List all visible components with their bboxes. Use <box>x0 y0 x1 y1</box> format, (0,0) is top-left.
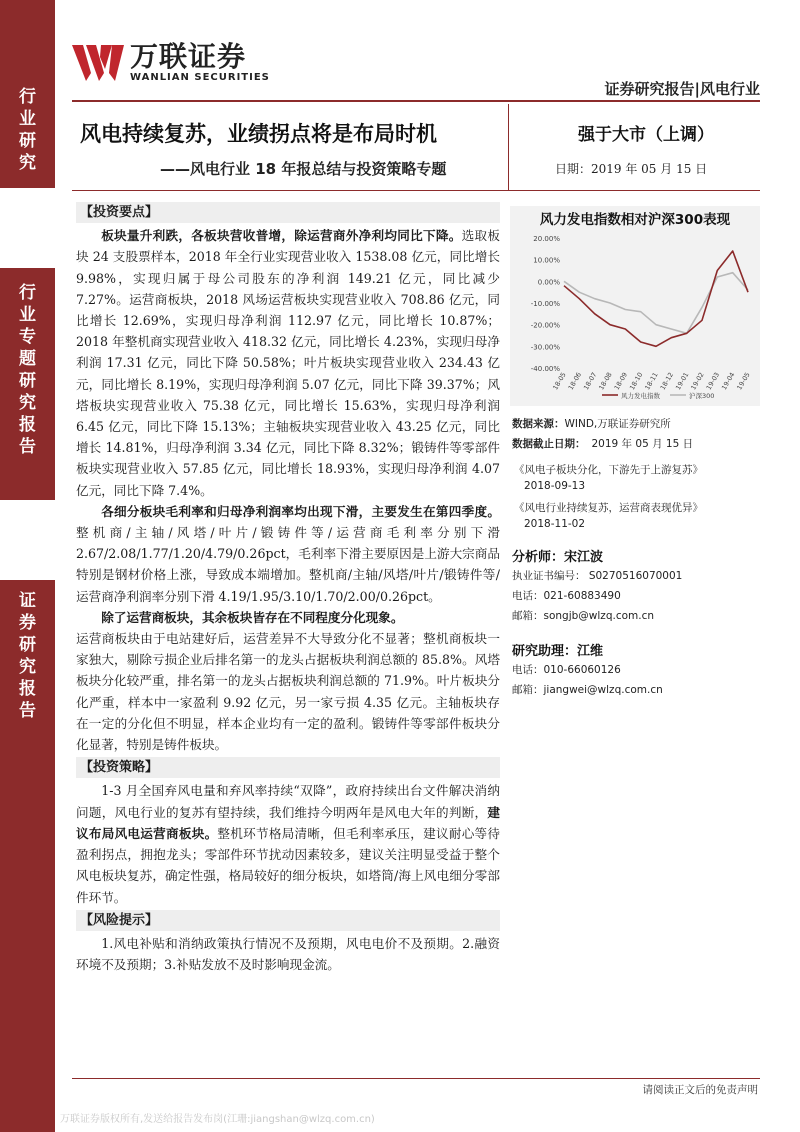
header-vertical-divider <box>508 104 509 190</box>
x-tick-label: 18-10 <box>628 371 645 392</box>
sidebar-char: 业 <box>19 109 36 129</box>
chart-canvas <box>510 228 760 406</box>
sidebar-char: 行 <box>19 87 36 107</box>
related-report-title: 《风电行业持续复苏，运营商表现优异》 <box>514 502 703 514</box>
sidebar-char: 报 <box>19 415 36 435</box>
chart-title: 风力发电指数相对沪深300表现 <box>539 212 731 228</box>
x-tick-label: 18-12 <box>658 371 676 392</box>
section-investment-strategy: 【投资策略】 <box>76 757 500 778</box>
main-body <box>76 200 500 975</box>
sidebar-char: 券 <box>19 613 36 633</box>
sidebar-tag-securities-report <box>0 580 55 1132</box>
y-tick-label: -10.00% <box>530 300 560 308</box>
y-tick-label: -30.00% <box>530 343 560 352</box>
x-tick-label: 18-07 <box>582 371 599 392</box>
y-tick-label: -20.00% <box>530 321 560 330</box>
sidebar-char: 告 <box>19 437 36 457</box>
analyst-phone: 电话：021-60883490 <box>512 590 621 602</box>
logo-english-name: WANLIAN SECURITIES <box>130 72 270 83</box>
related-report-date: 2018-09-13 <box>524 480 586 492</box>
performance-chart <box>510 206 760 406</box>
x-tick-label: 18-05 <box>551 371 568 392</box>
rating: 强于大市（上调） <box>578 125 714 145</box>
x-tick-label: 19-04 <box>720 371 737 392</box>
paragraph-differentiation-body: 运营商板块由于电站建好后，运营差异不大导致分化不显著；整机商板块一家独大，剔除亏损企业后排名第一的龙头占据板块利润总额的 85.8%。风塔板块分化较严重，排名第一的龙头占据板块利润总额的 71.9%。叶片板块分化严重，样本中一家盈利 9.92 亿元，另一家亏损 4.35 亿元。主轴板块存在一定的分化但不明显，样本企业均有一定的盈利。锻铸件等零部件板块分化显著，特别是铸件板块。 <box>76 631 500 753</box>
disclaimer-note: 请阅读正文后的免责声明 <box>642 1084 758 1096</box>
y-tick-label: 20.00% <box>533 235 560 243</box>
data-source-label: 数据来源： <box>512 418 565 430</box>
paragraph-text: 1-3 月全国弃风电量和弃风率持续“双降”，政府持续出台文件解决消纳问题，风电行业的复苏有望持续，我们维持今明两年是风电大年的判断， <box>76 783 500 820</box>
title-divider <box>72 190 760 191</box>
report-date: 日期：2019 年 05 月 15 日 <box>555 162 708 176</box>
paragraph-margins <box>76 501 500 607</box>
data-source <box>512 416 671 431</box>
related-report-2 <box>514 500 703 532</box>
analyst-email[interactable]: 邮箱：songjb@wlzq.com.cn <box>512 610 655 622</box>
paragraph-emphasis: 建议布局风电运营商板块。 <box>76 804 500 841</box>
sidebar-char: 究 <box>19 393 36 413</box>
y-tick-label: -40.00% <box>530 365 560 373</box>
logo-chinese-name: 万联证券 <box>130 40 247 73</box>
sidebar-tag-industry-special-report <box>0 268 55 500</box>
data-cutoff-label: 数据截止日期： <box>512 438 586 450</box>
paragraph-lead: 除了运营商板块，其余板块皆存在不同程度分化现象。 <box>101 609 404 625</box>
paragraph-text: 整机环节格局清晰，但毛利率承压，建议耐心等待盈利拐点，拥抱龙头；零部件环节扰动因素较多，建议关注明显受益于整个风电板块复苏，确定性强，格局较好的细分板块，如塔筒/海上风电细分零部件环节。 <box>76 825 501 905</box>
y-tick-label: 0.00% <box>537 278 560 287</box>
sidebar-char: 专 <box>19 327 36 347</box>
x-tick-label: 19-03 <box>704 371 722 392</box>
x-tick-label: 19-01 <box>674 371 691 392</box>
company-logo <box>72 42 270 83</box>
sidebar-char: 行 <box>19 283 36 303</box>
related-report-1 <box>514 462 703 494</box>
paragraph-risks: 1.风电补贴和消纳政策执行情况不及预期，风电电价不及预期。2.融资环境不及预期；3.补贴发放不及时影响现金流。 <box>76 935 500 973</box>
paragraph-revenue-profit <box>76 225 500 501</box>
x-tick-label: 18-06 <box>566 371 584 392</box>
assistant-name: 研究助理：江维 <box>512 644 604 659</box>
sidebar-char: 研 <box>19 371 36 391</box>
sidebar-tag-industry-research <box>0 0 55 188</box>
x-tick-label: 18-08 <box>597 371 614 392</box>
sidebar-char: 研 <box>19 635 36 655</box>
x-tick-label: 19-02 <box>689 371 706 392</box>
data-cutoff <box>512 436 693 451</box>
paragraph-strategy <box>76 780 500 907</box>
analyst-name: 分析师：宋江波 <box>512 550 604 565</box>
legend-label-wind-index: 风力发电指数 <box>621 392 660 400</box>
section-investment-highlights: 【投资要点】 <box>76 202 500 223</box>
paragraph-text: 选取板块 24 支股票样本，2018 年全行业实现营业收入 1538.08 亿元，同比增长 9.98%，实现归属于母公司股东的净利润 149.21 亿元，同比减少 7.27%。运营商板块，2018 风场运营板块实现营业收入 708.86 亿元，同比增长 12.69%，实现归母净利润 112.97 亿元，同比增长 10.87%；2018 年整机商实现营业收入 418.32 亿元，同比增长 4.23%，实现归母净利润 17.31 亿元，同比下降 50.58%；叶片板块实现营业收入 234.43 亿元，同比增长 8.19%，实现归母净利润 5.07 亿元，同比下降 39.37%；风塔板块实现营业收入 75.38 亿元，同比增长 15.63%，实现归母净利润 6.45 亿元，同比下降 15.13%；主轴板块实现营业收入 43.25 亿元，同比增长 14.81%，归母净利润 3.34 亿元，同比下降 8.32%；锻铸件等零部件板块实现营业收入 57.85 亿元，同比增长 18.93%，实现归母净利润 4.07 亿元，同比下降 7.4%。 <box>76 228 501 498</box>
paragraph-lead: 板块量升利跌，各板块营收普增，除运营商外净利均同比下降。 <box>101 228 462 244</box>
header-divider <box>72 100 760 102</box>
sidebar-char: 究 <box>19 657 36 677</box>
data-source-value: WIND,万联证券研究所 <box>564 418 671 430</box>
sidebar-char: 业 <box>19 305 36 325</box>
sidebar-char: 究 <box>19 153 36 173</box>
legend-label-hs300: 沪深300 <box>689 392 715 400</box>
assistant-email[interactable]: 邮箱：jiangwei@wlzq.com.cn <box>512 684 663 696</box>
paragraph-lead: 各细分板块毛利率和归母净利润率均出现下滑，主要发生在第四季度。 <box>101 503 500 519</box>
x-tick-label: 19-05 <box>735 371 752 392</box>
report-title: 风电持续复苏，业绩拐点将是布局时机 <box>80 122 437 146</box>
report-subtitle: ——风电行业 18 年报总结与投资策略专题 <box>160 160 447 178</box>
sidebar-char: 报 <box>19 679 36 699</box>
series-line-hs300 <box>564 273 748 334</box>
left-sidebar <box>0 0 55 1132</box>
x-tick-label: 18-11 <box>643 371 660 392</box>
footer-divider <box>72 1078 760 1079</box>
related-report-title: 《风电子板块分化，下游先于上游复苏》 <box>514 464 703 476</box>
analyst-cert: 执业证书编号： S0270516070001 <box>512 570 683 582</box>
paragraph-text: 整机商/主轴/风塔/叶片/锻铸件等/运营商毛利率分别下滑 2.67/2.08/1.77/1.20/4.79/0.26pct，毛利率下滑主要原因是上游大宗商品特别是钢材价格上涨，导致成本端增加。整机商/主轴/风塔/叶片/锻铸件等/运营商净利润率分别下滑 4.19/1.95/3.10/1.70/2.00/0.26pct。 <box>76 525 500 604</box>
x-tick-label: 18-09 <box>612 371 630 392</box>
report-type: 证券研究报告|风电行业 <box>604 80 760 98</box>
y-tick-label: 10.00% <box>533 256 560 265</box>
sidebar-char: 证 <box>19 591 36 611</box>
sidebar-char: 研 <box>19 131 36 151</box>
watermark: 万联证券版权所有,发送给报告发布岗(江珊:jiangshan@wlzq.com.cn) <box>60 1114 375 1125</box>
series-line-wind-index <box>564 251 748 346</box>
section-risk-warning: 【风险提示】 <box>76 910 500 931</box>
paragraph-differentiation <box>76 607 500 628</box>
related-report-date: 2018-11-02 <box>524 518 586 530</box>
assistant-phone: 电话：010-66060126 <box>512 664 621 676</box>
sidebar-char: 告 <box>19 701 36 721</box>
wanlian-w-logo-icon <box>72 43 124 83</box>
sidebar-char: 题 <box>19 349 36 369</box>
data-cutoff-value: 2019 年 05 月 15 日 <box>591 438 694 450</box>
